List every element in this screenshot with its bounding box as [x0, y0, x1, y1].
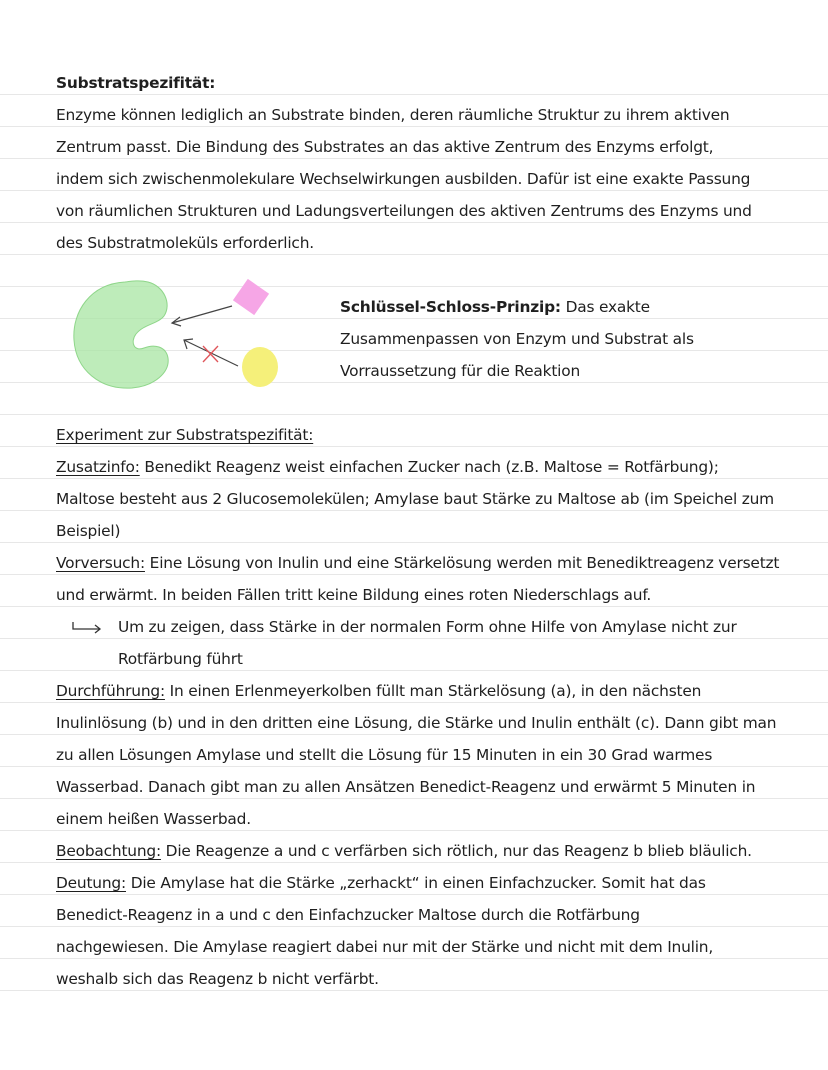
paragraph-line: Enzyme können lediglich an Substrate binden, deren räumliche Struktur zu ihrem aktiven — [56, 106, 730, 124]
hook-arrow-icon — [70, 620, 106, 636]
non-matching-substrate-circle — [242, 347, 278, 387]
durchfuehrung-line — [56, 676, 816, 706]
beobachtung-label: Beobachtung: — [56, 842, 161, 860]
matching-substrate-square — [233, 279, 269, 315]
paragraph-line: weshalb sich das Reagenz b nicht verfärbt. — [56, 970, 379, 988]
diagram-caption-line: Zusammenpassen von Enzym und Substrat als — [340, 330, 694, 348]
paragraph-line: Um zu zeigen, dass Stärke in der normalen Form ohne Hilfe von Amylase nicht zur — [118, 618, 737, 636]
binding-arrow — [172, 306, 232, 323]
vorversuch-text: Eine Lösung von Inulin und eine Stärkelösung werden mit Benediktreagenz versetzt — [149, 554, 780, 572]
beobachtung-line — [56, 836, 816, 866]
zusatzinfo-line — [56, 452, 816, 482]
paragraph-line: Benedict-Reagenz in a und c den Einfachzucker Maltose durch die Rotfärbung — [56, 906, 640, 924]
paragraph-line: Maltose besteht aus 2 Glucosemolekülen; Amylase baut Stärke zu Maltose ab (im Speichel zum — [56, 490, 774, 508]
paragraph-line: Zentrum passt. Die Bindung des Substrates an das aktive Zentrum des Enzyms erfolgt, — [56, 138, 714, 156]
paragraph-line: des Substratmoleküls erforderlich. — [56, 234, 314, 252]
paragraph-line: von räumlichen Strukturen und Ladungsverteilungen des aktiven Zentrums des Enzyms und — [56, 202, 752, 220]
durchfuehrung-label: Durchführung: — [56, 682, 165, 700]
section-title: Substratspezifität: — [56, 74, 216, 92]
paragraph-line: einem heißen Wasserbad. — [56, 810, 251, 828]
paragraph-line: und erwärmt. In beiden Fällen tritt keine Bildung eines roten Niederschlags auf. — [56, 586, 652, 604]
paragraph-line: nachgewiesen. Die Amylase reagiert dabei nur mit der Stärke und nicht mit dem Inulin, — [56, 938, 714, 956]
caption-text: Das exakte — [565, 298, 650, 316]
vorversuch-label: Vorversuch: — [56, 554, 145, 572]
paragraph-line: zu allen Lösungen Amylase und stellt die Lösung für 15 Minuten in ein 30 Grad warmes — [56, 746, 713, 764]
paragraph-line: Inulinlösung (b) und in den dritten eine Lösung, die Stärke und Inulin enthält (c). Dann gibt man — [56, 714, 777, 732]
deutung-line — [56, 868, 816, 898]
lock-and-key-diagram — [60, 272, 300, 397]
zusatzinfo-text: Benedikt Reagenz weist einfachen Zucker nach (z.B. Maltose = Rotfärbung); — [144, 458, 719, 476]
experiment-title: Experiment zur Substratspezifität: — [56, 426, 314, 444]
paragraph-line: Rotfärbung führt — [118, 650, 243, 668]
diagram-caption-line: Vorraussetzung für die Reaktion — [340, 362, 581, 380]
paragraph-line: indem sich zwischenmolekulare Wechselwirkungen ausbilden. Dafür ist eine exakte Passung — [56, 170, 751, 188]
paragraph-line: Wasserbad. Danach gibt man zu allen Ansätzen Benedict-Reagenz und erwärmt 5 Minuten in — [56, 778, 756, 796]
diagram-caption-line — [340, 292, 810, 322]
vorversuch-line — [56, 548, 816, 578]
paragraph-line: Beispiel) — [56, 522, 121, 540]
caption-term: Schlüssel-Schloss-Prinzip: — [340, 298, 561, 316]
enzyme-shape — [74, 281, 168, 388]
beobachtung-text: Die Reagenze a und c verfärben sich rötlich, nur das Reagenz b blieb bläulich. — [165, 842, 752, 860]
zusatzinfo-label: Zusatzinfo: — [56, 458, 140, 476]
durchfuehrung-text: In einen Erlenmeyerkolben füllt man Stärkelösung (a), in den nächsten — [169, 682, 702, 700]
deutung-text: Die Amylase hat die Stärke „zerhackt“ in einen Einfachzucker. Somit hat das — [130, 874, 706, 892]
deutung-label: Deutung: — [56, 874, 126, 892]
